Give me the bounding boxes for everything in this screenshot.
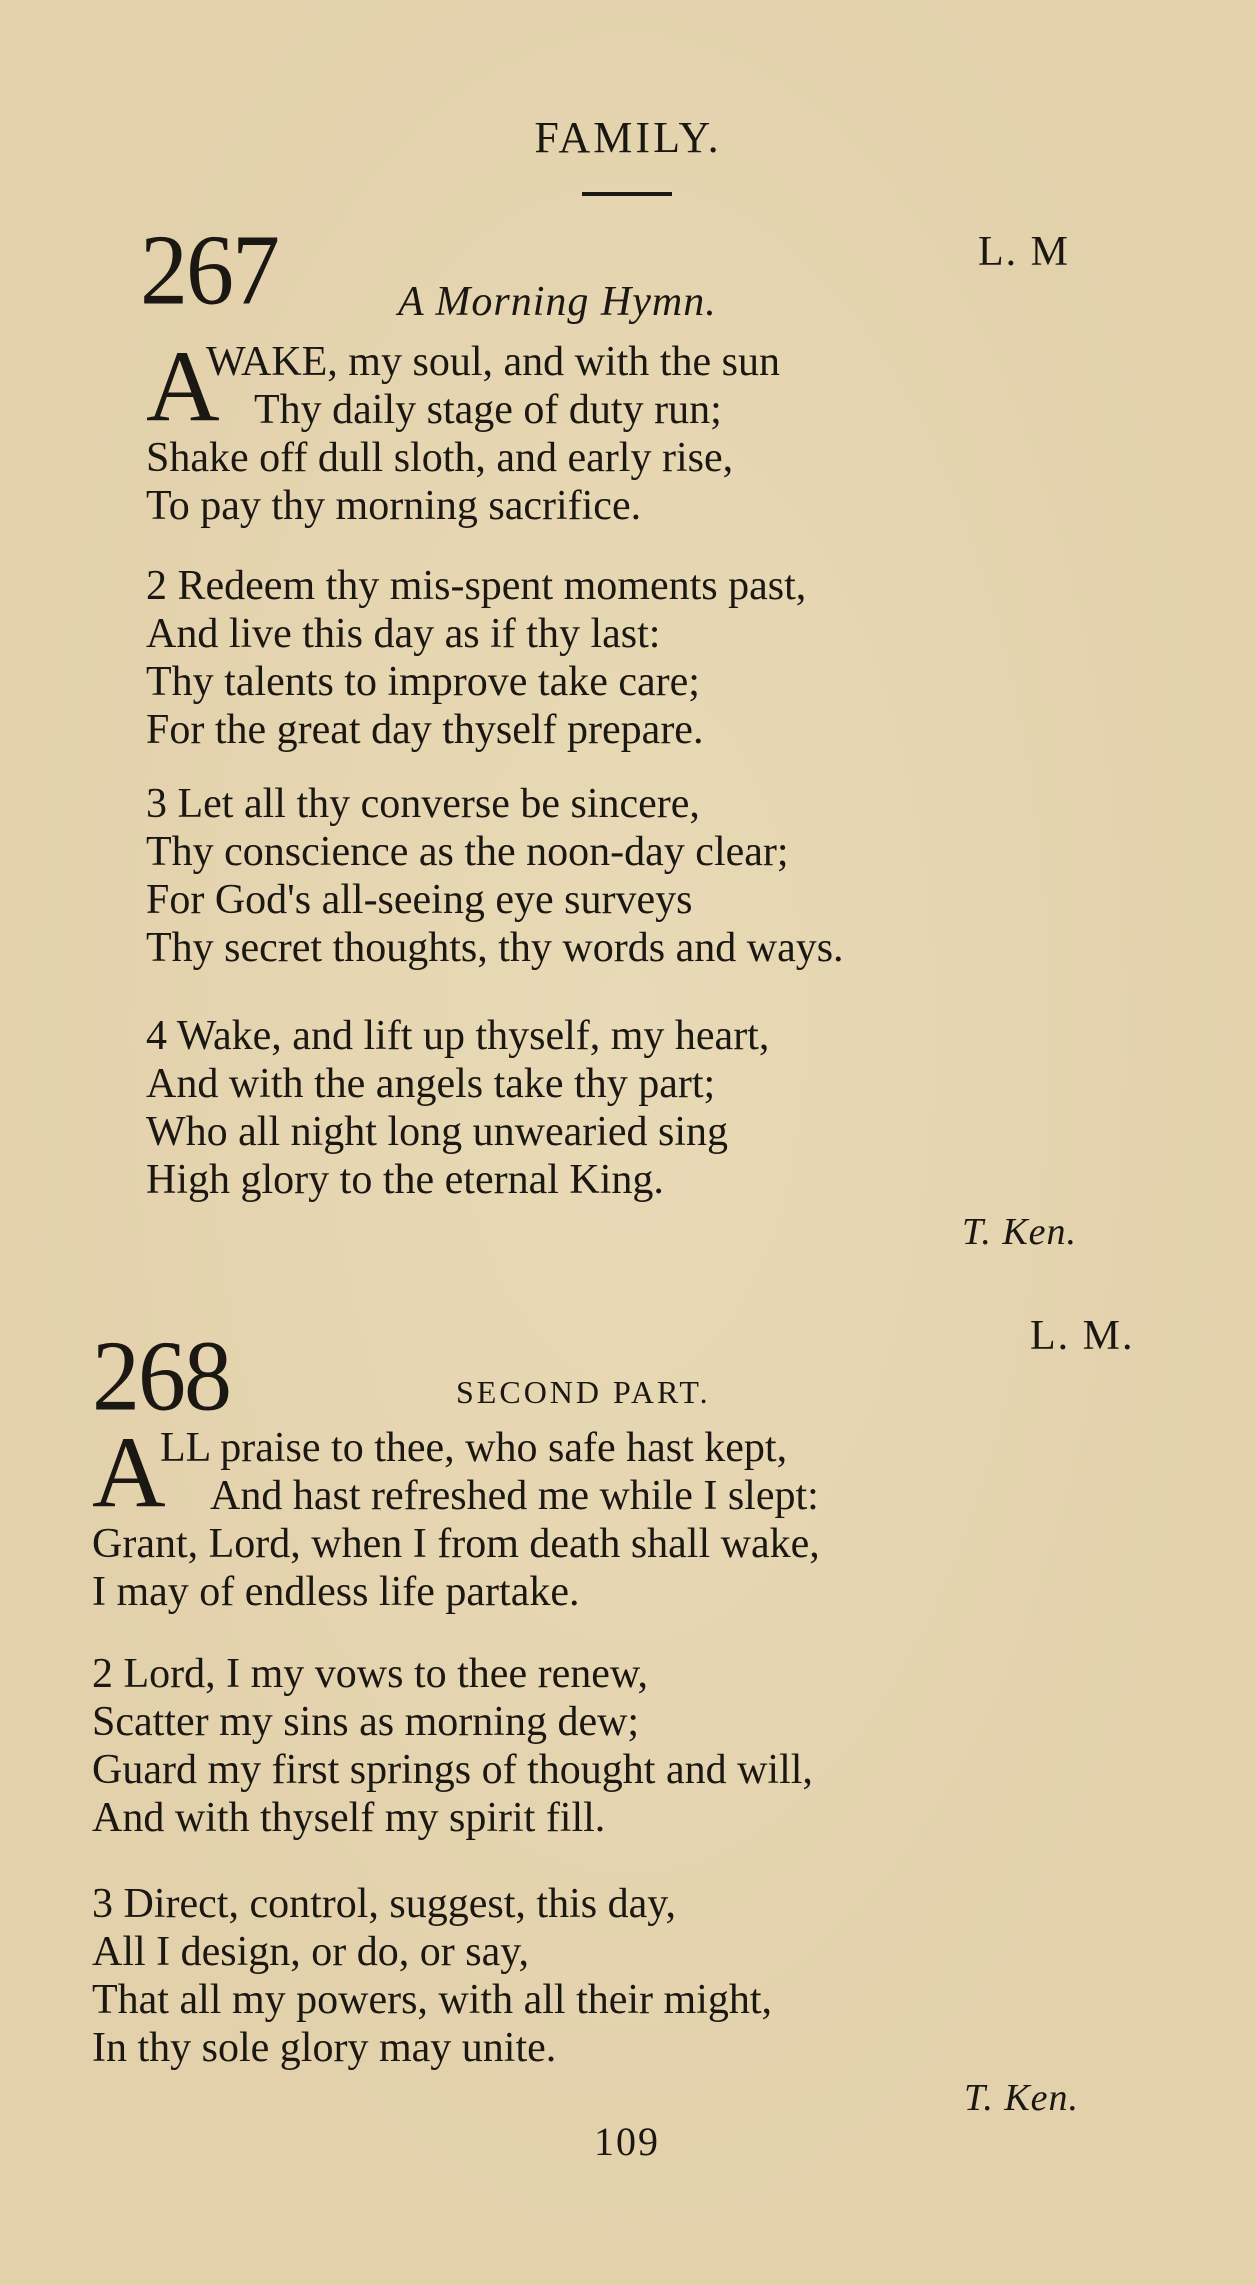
hymn-268-stanza-3	[92, 1880, 772, 2072]
stanza-line: I may of endless life partake.	[92, 1569, 580, 1615]
hymn-author-268: T. Ken.	[964, 2077, 1080, 2119]
stanza-line: Guard my first springs of thought and will,	[92, 1747, 813, 1793]
hymn-268-stanza-2	[92, 1650, 813, 1842]
stanza-line: Who all night long unwearied sing	[146, 1109, 729, 1155]
stanza-line: 3 Direct, control, suggest, this day,	[92, 1881, 677, 1927]
hymn-title-267: A Morning Hymn.	[398, 279, 717, 325]
stanza-line: All I design, or do, or say,	[92, 1929, 530, 1975]
stanza-line: Thy conscience as the noon-day clear;	[146, 829, 789, 875]
stanza-line: And hast refreshed me while I slept:	[210, 1473, 819, 1519]
stanza-line: 2 Redeem thy mis-spent moments past,	[146, 563, 807, 609]
hymn-title-268: SECOND PART.	[456, 1374, 711, 1410]
stanza-line: In thy sole glory may unite.	[92, 2025, 557, 2071]
page-number: 109	[594, 2119, 660, 2164]
stanza-line: For the great day thyself prepare.	[146, 707, 704, 753]
stanza-line: Grant, Lord, when I from death shall wake,	[92, 1521, 820, 1567]
stanza-line: And with thyself my spirit fill.	[92, 1795, 606, 1841]
hymn-meter-267: L. M	[978, 229, 1070, 275]
stanza-line: Thy talents to improve take care;	[146, 659, 700, 705]
hymn-number-267: 267	[140, 213, 278, 326]
header-rule	[582, 192, 672, 196]
stanza-line: WAKE, my soul, and with the sun	[206, 339, 780, 385]
stanza-line: For God's all-seeing eye surveys	[146, 877, 693, 923]
stanza-line: Shake off dull sloth, and early rise,	[146, 435, 734, 481]
stanza-line: And live this day as if thy last:	[146, 611, 661, 657]
stanza-line: 2 Lord, I my vows to thee renew,	[92, 1651, 648, 1697]
hymn-author-267: T. Ken.	[962, 1211, 1078, 1253]
stanza-line: 3 Let all thy converse be sincere,	[146, 781, 700, 827]
hymn-267-stanza-1	[146, 330, 780, 530]
stanza-line: That all my powers, with all their might,	[92, 1977, 773, 2023]
stanza-line: LL praise to thee, who safe hast kept,	[160, 1425, 788, 1471]
hymn-dropcap-268: A	[92, 1416, 166, 1529]
stanza-line: Thy secret thoughts, thy words and ways.	[146, 925, 844, 971]
stanza-line: To pay thy morning sacrifice.	[146, 483, 642, 529]
stanza-line: High glory to the eternal King.	[146, 1157, 664, 1203]
hymn-267-stanza-2	[146, 562, 806, 754]
stanza-line: And with the angels take thy part;	[146, 1061, 716, 1107]
stanza-line: 4 Wake, and lift up thyself, my heart,	[146, 1013, 770, 1059]
hymn-number-268: 268	[92, 1319, 230, 1432]
section-title: FAMILY.	[534, 113, 722, 162]
hymn-dropcap-267: A	[146, 330, 220, 443]
stanza-line: Scatter my sins as morning dew;	[92, 1699, 640, 1745]
hymn-267-stanza-3	[146, 780, 844, 972]
stanza-line: Thy daily stage of duty run;	[254, 387, 722, 433]
hymn-267-stanza-4	[146, 1012, 769, 1204]
hymn-268-stanza-1	[92, 1416, 820, 1616]
hymn-meter-268: L. M.	[1030, 1313, 1135, 1359]
